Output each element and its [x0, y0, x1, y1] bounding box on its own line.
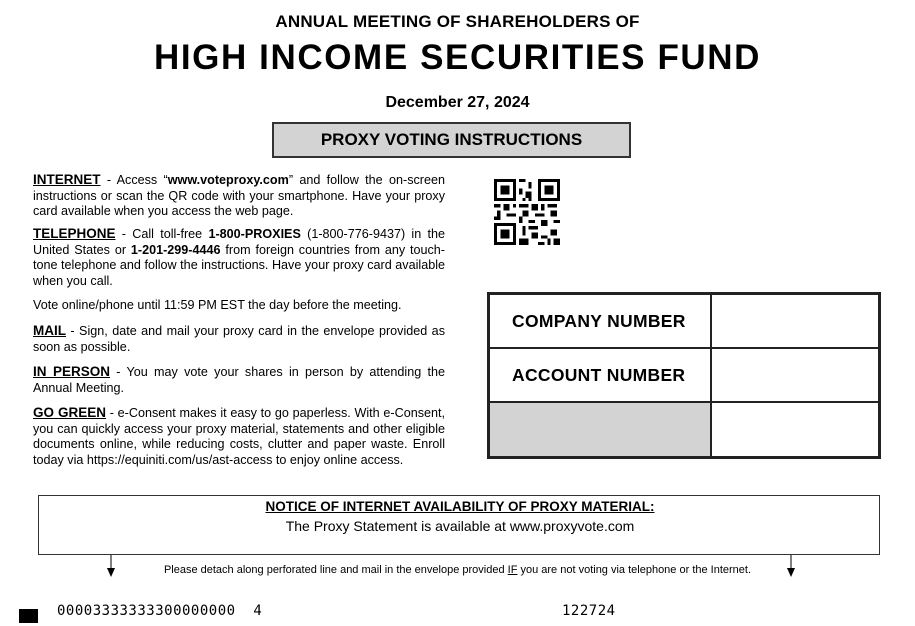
notice-text: The Proxy Statement is available at www.proxyvote.com: [285, 518, 635, 534]
qr-code-icon[interactable]: [494, 179, 560, 245]
meeting-title: ANNUAL MEETING OF SHAREHOLDERS OF: [275, 12, 640, 31]
account-number-label: ACCOUNT NUMBER: [490, 349, 712, 403]
blank-cell: [712, 403, 878, 456]
mail-instructions: [33, 323, 445, 355]
internet-heading: INTERNET: [33, 172, 101, 187]
date-code: 122724: [562, 603, 616, 619]
telephone-number-foreign: 1-201-299-4446: [130, 242, 221, 257]
internet-text-post: ” and follow the on-screen instructions or scan the QR code with your smartphone. Have your proxy card available when you access the web page.: [33, 173, 445, 218]
mail-heading: MAIL: [33, 323, 66, 338]
telephone-instructions: [33, 226, 445, 289]
internet-text-pre: - Access “: [100, 173, 168, 187]
vote-deadline: Vote online/phone until 11:59 PM EST the day before the meeting.: [33, 298, 402, 312]
proxy-voting-instructions-label: PROXY VOTING INSTRUCTIONS: [320, 130, 583, 149]
telephone-number-us: 1-800-PROXIES: [208, 227, 301, 241]
telephone-heading: TELEPHONE: [33, 226, 116, 241]
telephone-text-pre: - Call toll-free: [115, 227, 209, 241]
go-green-text: - e-Consent makes it easy to go paperless. With e-Consent, you can quickly access your proxy material, statements and other eligible documents online, while reducing costs, clutter and paper waste. Enroll today via https://equiniti.com/us/ast-access to enjoy online access.: [33, 406, 446, 467]
go-green-heading: GO GREEN: [33, 405, 106, 420]
in-person-text: - You may vote your shares in person by attending the Annual Meeting.: [33, 365, 445, 395]
notice-box: [38, 495, 880, 555]
telephone-text-post: from foreign countries from any touch-tone telephone and follow the instructions. Have your proxy card available when you call.: [33, 242, 445, 288]
go-green-instructions: [33, 405, 445, 468]
company-number-value: [712, 295, 878, 349]
detach-if: IF: [507, 564, 518, 576]
number-table: [487, 292, 881, 459]
proxy-voting-instructions-header: [272, 122, 631, 158]
shaded-cell: [490, 403, 712, 456]
fund-name: HIGH INCOME SECURITIES FUND: [153, 38, 762, 77]
detach-text-post: you are not voting via telephone or the Internet.: [517, 564, 752, 576]
account-number-value: [712, 349, 878, 403]
in-person-heading: IN PERSON: [33, 364, 111, 379]
notice-title: NOTICE OF INTERNET AVAILABILITY OF PROXY MATERIAL: [265, 499, 650, 514]
notice-title-line: [39, 499, 881, 514]
mail-text: - Sign, date and mail your proxy card in the envelope provided as soon as possible.: [33, 324, 445, 354]
internet-instructions: [33, 172, 445, 220]
notice-colon: :: [650, 499, 655, 514]
detach-instructions: [0, 564, 915, 576]
registration-mark: [19, 609, 38, 623]
meeting-date: December 27, 2024: [385, 94, 530, 111]
detach-text-pre: Please detach along perforated line and mail in the envelope provided: [163, 564, 508, 576]
telephone-text-mid: (1-800-776-9437) in the United States or: [33, 227, 445, 257]
internet-url[interactable]: www.voteproxy.com: [167, 173, 289, 187]
barcode-number: 00003333333300000000 4: [57, 603, 263, 619]
in-person-instructions: [33, 364, 445, 396]
company-number-label: COMPANY NUMBER: [490, 295, 712, 349]
